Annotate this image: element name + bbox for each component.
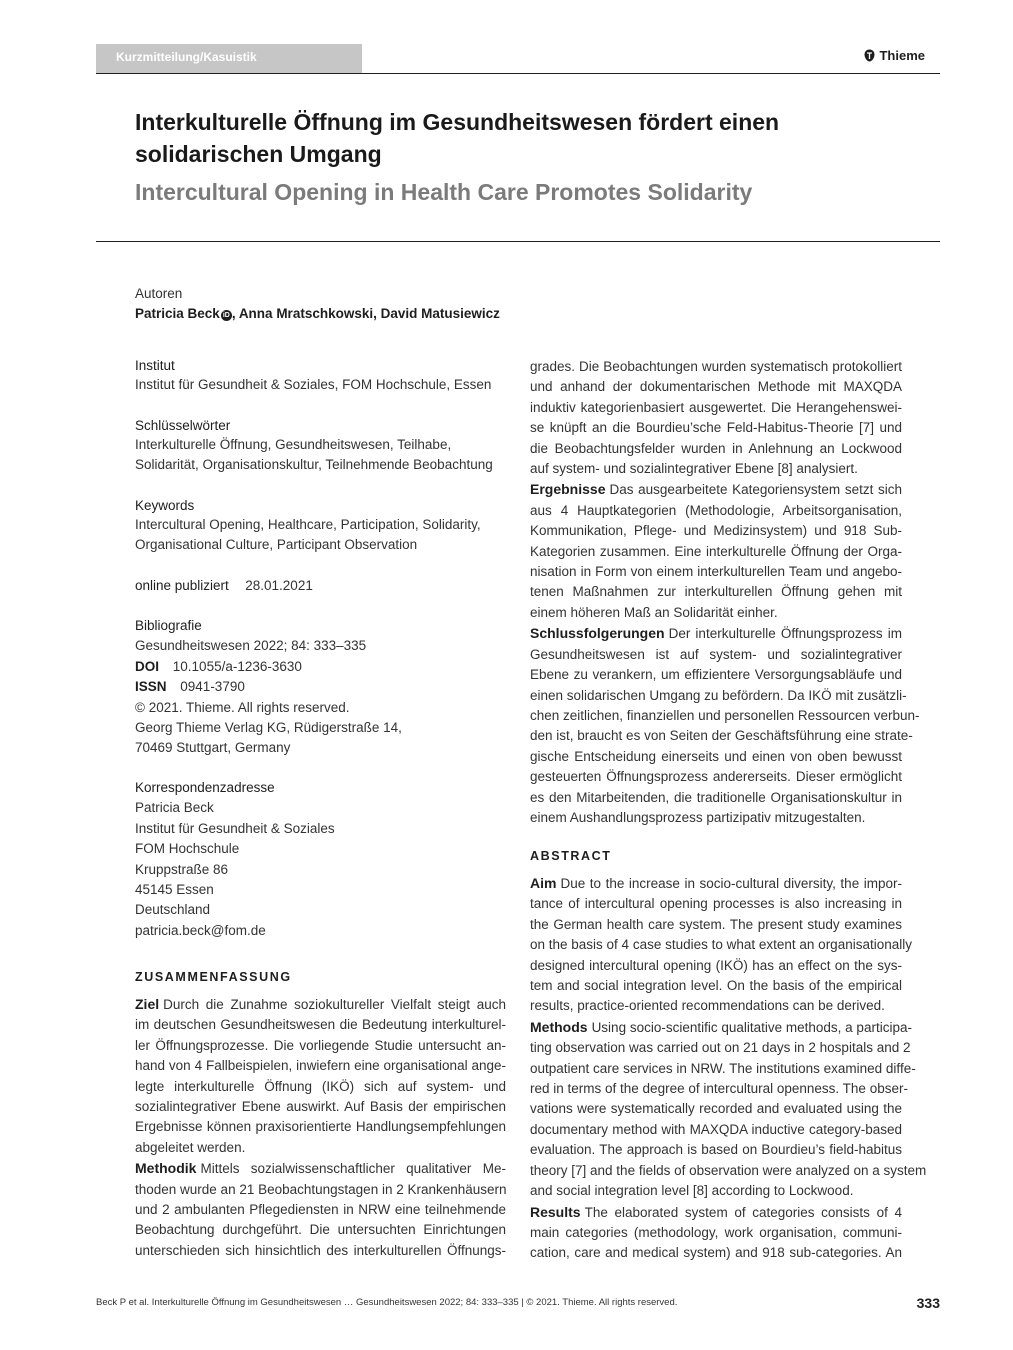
text-line: im deutschen Gesundheitswesen die Bedeutung interkulturel-	[135, 1017, 506, 1033]
text-line: einen solidarischen Umgang zu befördern. Da IKÖ mit zusätzli-	[530, 687, 907, 703]
methods-keyword: Methods	[530, 1018, 588, 1035]
institute-label: Institut	[135, 358, 175, 373]
text-line: vations were systematically recorded and evaluated using the	[530, 1101, 902, 1117]
text-line: documentary method with MAXQDA inductive category-based	[530, 1121, 902, 1137]
issn-label: ISSN	[135, 679, 167, 695]
keywords-label: Keywords	[135, 498, 195, 513]
online-date: 28.01.2021	[245, 578, 313, 593]
section-label: Kurzmitteilung/Kasuistik	[96, 44, 362, 74]
title-line: solidarischen Umgang	[135, 141, 382, 167]
text-line: designed intercultural opening (IKÖ) has an effect on the sys-	[530, 957, 902, 973]
bibliografie-publisher: 70469 Stuttgart, Germany	[135, 740, 291, 756]
bibliografie-label: Bibliografie	[135, 618, 202, 633]
article-title-german	[135, 106, 905, 170]
text-line: Ebene zu verankern, um effizientere Versorgungsabläufe und	[530, 667, 902, 683]
text-line: Der interkulturelle Öffnungsprozess im	[668, 626, 902, 642]
institute-value: Institut für Gesundheit & Soziales, FOM Hochschule, Essen	[135, 377, 492, 392]
methodik-paragraph-continued	[530, 357, 902, 479]
publisher-name: Thieme	[879, 48, 925, 63]
schlussfolgerungen-keyword: Schlussfolgerungen	[530, 625, 665, 642]
text-line: einem Aushandlungsprozess partizipativ mitzugestalten.	[530, 809, 866, 825]
doi-label: DOI	[135, 658, 160, 674]
footer-citation: Beck P et al. Interkulturelle Öffnung im Gesundheitswesen … Gesundheitswesen 2022; 84: 333–335 | © 2021. Thieme. All rights reserved.	[96, 1297, 678, 1308]
text-line: unterschieden sich hinsichtlich des interkulturellen Öffnungs-	[135, 1242, 506, 1258]
text-line: grades. Die Beobachtungen wurden systematisch protokolliert	[530, 359, 902, 374]
authors-block	[135, 284, 510, 325]
bibliografie-copyright: © 2021. Thieme. All rights reserved.	[135, 699, 350, 715]
text-line: tance of intercultural opening processes is also increasing in	[530, 896, 902, 912]
text-line: und anhand der dokumentarischen Methode mit MAXQDA	[530, 379, 902, 395]
correspondence-line: 45145 Essen	[135, 882, 214, 898]
text-line: chen zeitlichen, finanziellen und personellen Ressourcen verbun-	[530, 707, 920, 723]
abstract-section	[530, 849, 927, 1264]
bibliografie-publisher: Georg Thieme Verlag KG, Rüdigerstraße 14,	[135, 720, 402, 736]
authors-label: Autoren	[135, 286, 183, 301]
methodik-paragraph	[135, 1158, 506, 1261]
text-line: outpatient care services in NRW. The institutions examined diffe-	[530, 1060, 916, 1076]
author-rest: , Anna Mratschkowski, David Matusiewicz	[231, 306, 500, 322]
text-line: Ergebnisse können praxisorientierte Handlungsempfehlungen	[135, 1119, 506, 1135]
text-line: cation, care and medical system) and 918 sub-categories. An	[530, 1245, 902, 1261]
correspondence-line: Deutschland	[135, 902, 211, 918]
methods-paragraph	[530, 1017, 927, 1202]
correspondence-line: FOM Hochschule	[135, 841, 240, 857]
text-line: Kategorien zusammen. Eine interkulturelle Öffnung der Orga-	[530, 543, 902, 559]
text-line: Durch die Zunahme soziokultureller Vielfalt steigt auch	[163, 997, 506, 1012]
text-line: den ist, braucht es von Seiten der Geschäftsführung eine strate-	[530, 728, 913, 744]
text-line: The elaborated system of categories consists of 4	[584, 1204, 902, 1220]
text-line: Das ausgearbeitete Kategoriensystem setzt sich	[609, 482, 902, 498]
correspondence-line: Kruppstraße 86	[135, 861, 229, 877]
text-line: on the basis of 4 case studies to what extent an organisationally	[530, 937, 912, 953]
doi-value[interactable]: 10.1055/a-1236-3630	[172, 658, 302, 674]
schluesselwoerter-block	[135, 417, 510, 476]
correspondence-label: Korrespondenzadresse	[135, 780, 275, 795]
text-line: Mittels sozialwissenschaftlicher qualitativer Me-	[200, 1161, 506, 1177]
text-line: evaluation. The approach is based on Bourdieu’s field-habitus	[530, 1142, 902, 1158]
methodik-keyword: Methodik	[135, 1160, 197, 1177]
author-first: Patricia Beck	[135, 306, 220, 322]
text-line: red in terms of the degree of intercultural openness. The obser-	[530, 1081, 908, 1097]
online-label: online publiziert	[135, 578, 229, 593]
text-line: einem höheren Maß an Solidarität einher.	[530, 604, 778, 620]
text-line: legte interkulturelle Öffnung (IKÖ) sich auf system- und	[135, 1078, 506, 1094]
text-line: sozialintegrativer Ebene auswirkt. Auf Basis der empirischen	[135, 1099, 506, 1115]
zusammenfassung-section	[135, 970, 506, 1261]
text-line: tem and social integration level. On the basis of the empirical	[530, 978, 902, 994]
ziel-keyword: Ziel	[135, 996, 160, 1012]
orcid-icon[interactable]: iD	[222, 312, 230, 320]
ergebnisse-keyword: Ergebnisse	[530, 481, 606, 498]
aim-paragraph	[530, 873, 912, 1017]
zusammenfassung-heading: ZUSAMMENFASSUNG	[135, 970, 292, 984]
text-line: die Beobachtungsfelder wurden in Anlehnung an Lockwood	[530, 440, 902, 456]
schluesselwoerter-label: Schlüsselwörter	[135, 418, 231, 433]
text-line: results, practice-oriented recommendations can be derived.	[530, 998, 885, 1014]
ziel-paragraph	[135, 994, 506, 1158]
bibliografie-issn	[135, 677, 510, 697]
text-line: Beobachtung durchgeführt. Die untersuchten Einrichtungen	[135, 1222, 506, 1238]
text-line: theory [7] and the fields of observation were analyzed on a system	[530, 1162, 927, 1178]
article-title-english: Intercultural Opening in Health Care Promotes Solidarity	[135, 179, 753, 205]
header-divider	[96, 73, 940, 74]
results-keyword: Results	[530, 1203, 581, 1220]
text-line: tenen Maßnahmen zur interkulturellen Öffnung gehen mit	[530, 584, 902, 600]
keywords-line: Organisational Culture, Participant Observation	[135, 537, 418, 553]
schlussfolgerungen-paragraph	[530, 623, 920, 828]
text-line: gische Entscheidung einerseits und einen von oben bewusst	[530, 748, 902, 764]
text-line: and social integration level [8] according to Lockwood.	[530, 1183, 854, 1199]
text-line: ler Öffnungsprozesse. Die vorliegende Studie untersucht an-	[135, 1037, 506, 1053]
aim-keyword: Aim	[530, 875, 557, 891]
text-line: se knüpft an die Bourdieu’sche Feld-Habitus-Theorie [7] und	[530, 420, 902, 436]
text-line: Kommunikation, Pflege- und Medizinsystem) und 918 Sub-	[530, 523, 902, 539]
text-line: Using socio-scientific qualitative methods, a participa-	[591, 1019, 912, 1035]
title-line: Interkulturelle Öffnung im Gesundheitswesen fördert einen	[135, 109, 780, 135]
text-line: auf system- und sozialintegrativer Ebene [8] analysiert.	[530, 461, 858, 477]
correspondence-line: Institut für Gesundheit & Soziales	[135, 820, 335, 836]
text-line: gesteuerten Öffnungsprozess andererseits. Dieser ermöglicht	[530, 769, 902, 785]
correspondence-email[interactable]: patricia.beck@fom.de	[135, 922, 266, 938]
text-line: main categories (methodology, work organisation, communi-	[530, 1224, 902, 1240]
title-divider	[96, 241, 940, 242]
publisher-logo	[864, 48, 925, 63]
correspondence-block	[135, 778, 510, 941]
text-line: thoden wurde an 21 Beobachtungstagen in 2 Krankenhäusern	[135, 1181, 507, 1197]
authors-names	[135, 304, 510, 324]
institute-block	[135, 357, 510, 395]
online-published	[135, 576, 510, 596]
text-line: ting observation was carried out on 21 days in 2 hospitals and 2	[530, 1040, 911, 1056]
bibliografie-journal: Gesundheitswesen 2022; 84: 333–335	[135, 638, 367, 654]
zusammenfassung-continued	[530, 357, 920, 828]
text-line: nisation in Form von einem interkulturellen Team und angebo-	[530, 564, 902, 580]
schluesselwoerter-line: Interkulturelle Öffnung, Gesundheitswesen, Teilhabe,	[135, 437, 452, 452]
ergebnisse-paragraph	[530, 479, 902, 623]
issn-value: 0941-3790	[180, 679, 245, 695]
text-line: the German health care system. The present study examines	[530, 916, 902, 932]
text-line: Due to the increase in socio-cultural diversity, the impor-	[560, 876, 902, 891]
thieme-logo-icon	[864, 49, 875, 62]
bibliografie-doi	[135, 657, 510, 677]
correspondence-line: Patricia Beck	[135, 800, 214, 816]
text-line: induktiv kategorienbasiert ausgewertet. Die Herangehenswei-	[530, 399, 902, 415]
schluesselwoerter-line: Solidarität, Organisationskultur, Teilnehmende Beobachtung	[135, 457, 493, 473]
text-line: aus 4 Hauptkategorien (Methodologie, Arbeitsorganisation,	[530, 502, 902, 518]
text-line: und 2 ambulanten Pflegediensten in NRW eine teilnehmende	[135, 1202, 506, 1218]
keywords-block	[135, 497, 510, 556]
text-line: es den Mitarbeitenden, die traditionelle Organisationskultur in	[530, 789, 902, 805]
text-line: abgeleitet werden.	[135, 1139, 246, 1155]
text-line: hand von 4 Fallbeispielen, inwiefern eine organisational ange-	[135, 1058, 506, 1074]
page-number: 333	[916, 1295, 940, 1311]
bibliografie-block	[135, 616, 510, 759]
text-line: Gesundheitswesen ist auf system- und sozialintegrativer	[530, 646, 902, 662]
abstract-heading: ABSTRACT	[530, 849, 612, 863]
keywords-line: Intercultural Opening, Healthcare, Participation, Solidarity,	[135, 517, 481, 532]
results-paragraph	[530, 1202, 902, 1264]
